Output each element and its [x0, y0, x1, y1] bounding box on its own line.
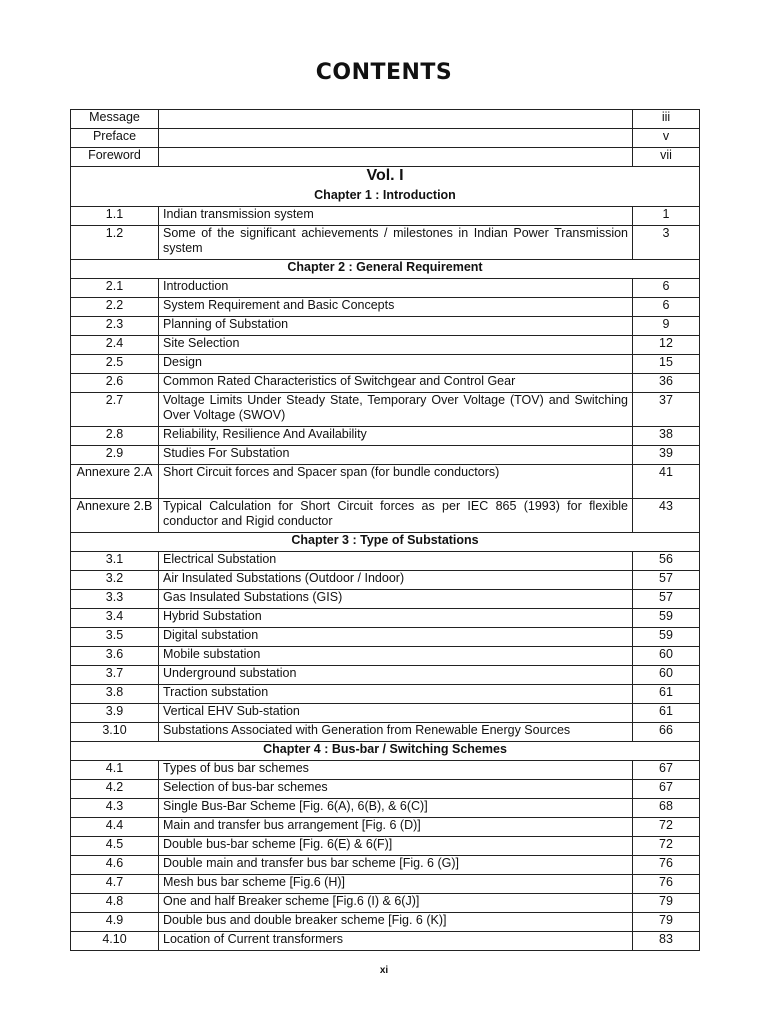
section-title: Introduction — [159, 279, 633, 298]
section-title: Traction substation — [159, 685, 633, 704]
section-title: Gas Insulated Substations (GIS) — [159, 590, 633, 609]
section-number: 4.6 — [71, 856, 159, 875]
page-ref: 59 — [633, 628, 700, 647]
page-ref: 67 — [633, 761, 700, 780]
section-number: 3.8 — [71, 685, 159, 704]
section-number: 4.4 — [71, 818, 159, 837]
page-ref: 56 — [633, 552, 700, 571]
toc-row — [71, 499, 700, 533]
toc-row — [71, 837, 700, 856]
section-title: Air Insulated Substations (Outdoor / Indoor) — [159, 571, 633, 590]
contents-table — [70, 109, 700, 951]
section-number: Annexure 2.B — [71, 499, 159, 533]
page-ref: 60 — [633, 666, 700, 685]
page-ref: 36 — [633, 374, 700, 393]
page-ref: 12 — [633, 336, 700, 355]
section-number: 4.7 — [71, 875, 159, 894]
page-ref: 72 — [633, 818, 700, 837]
toc-row — [71, 685, 700, 704]
section-number: 4.5 — [71, 837, 159, 856]
toc-row — [71, 780, 700, 799]
section-number: 2.4 — [71, 336, 159, 355]
page-title: CONTENTS — [315, 60, 453, 85]
section-number: 4.8 — [71, 894, 159, 913]
section-title: Main and transfer bus arrangement [Fig. 6 (D)] — [159, 818, 633, 837]
toc-row — [71, 818, 700, 837]
section-number: 2.1 — [71, 279, 159, 298]
section-number: 1.1 — [71, 207, 159, 226]
section-number: 4.10 — [71, 932, 159, 951]
chapter-heading: Chapter 2 : General Requirement — [71, 260, 700, 279]
section-number: 2.7 — [71, 393, 159, 427]
section-number: 3.10 — [71, 723, 159, 742]
chapter-heading-row — [71, 260, 700, 279]
toc-row — [71, 317, 700, 336]
section-number: 3.6 — [71, 647, 159, 666]
toc-row — [71, 932, 700, 951]
section-title: Typical Calculation for Short Circuit forces as per IEC 865 (1993) for flexible conductor and Rigid conductor — [159, 499, 633, 533]
toc-row — [71, 799, 700, 818]
page-ref: 79 — [633, 913, 700, 932]
page-ref: 37 — [633, 393, 700, 427]
section-title: Mobile substation — [159, 647, 633, 666]
toc-row — [71, 552, 700, 571]
section-title: Hybrid Substation — [159, 609, 633, 628]
page-ref: iii — [633, 110, 700, 129]
page-ref: v — [633, 129, 700, 148]
toc-row — [71, 374, 700, 393]
empty-cell — [159, 129, 633, 148]
toc-row — [71, 723, 700, 742]
toc-row — [71, 571, 700, 590]
section-number: 2.3 — [71, 317, 159, 336]
toc-row — [71, 336, 700, 355]
section-number: 2.8 — [71, 427, 159, 446]
page-ref: 76 — [633, 856, 700, 875]
section-title: Types of bus bar schemes — [159, 761, 633, 780]
section-number: 2.2 — [71, 298, 159, 317]
toc-row — [71, 590, 700, 609]
section-number: 3.2 — [71, 571, 159, 590]
page-ref: 83 — [633, 932, 700, 951]
toc-row — [71, 875, 700, 894]
section-title: Reliability, Resilience And Availability — [159, 427, 633, 446]
section-title: Double bus-bar scheme [Fig. 6(E) & 6(F)] — [159, 837, 633, 856]
section-title: Mesh bus bar scheme [Fig.6 (H)] — [159, 875, 633, 894]
page-number: xi — [379, 965, 389, 976]
section-title: Double bus and double breaker scheme [Fig. 6 (K)] — [159, 913, 633, 932]
section-title: Indian transmission system — [159, 207, 633, 226]
toc-row — [71, 894, 700, 913]
page-ref: 1 — [633, 207, 700, 226]
page-ref: 68 — [633, 799, 700, 818]
page-ref: 6 — [633, 298, 700, 317]
page-ref: vii — [633, 148, 700, 167]
chapter-heading-row — [71, 533, 700, 552]
toc-row — [71, 761, 700, 780]
section-number: 2.5 — [71, 355, 159, 374]
section-number: 3.7 — [71, 666, 159, 685]
section-number: 1.2 — [71, 226, 159, 260]
toc-row — [71, 647, 700, 666]
section-title: Double main and transfer bus bar scheme [Fig. 6 (G)] — [159, 856, 633, 875]
chapter-heading: Chapter 3 : Type of Substations — [71, 533, 700, 552]
section-title: Substations Associated with Generation from Renewable Energy Sources — [159, 723, 633, 742]
page-ref: 59 — [633, 609, 700, 628]
page-ref: 76 — [633, 875, 700, 894]
page-ref: 39 — [633, 446, 700, 465]
front-matter-row — [71, 110, 700, 129]
section-title: One and half Breaker scheme [Fig.6 (I) & 6(J)] — [159, 894, 633, 913]
section-number: 2.6 — [71, 374, 159, 393]
empty-cell — [159, 110, 633, 129]
toc-row — [71, 666, 700, 685]
page-ref: 9 — [633, 317, 700, 336]
section-title: Design — [159, 355, 633, 374]
section-title: Selection of bus-bar schemes — [159, 780, 633, 799]
section-number: 3.1 — [71, 552, 159, 571]
section-title: Studies For Substation — [159, 446, 633, 465]
section-number: 2.9 — [71, 446, 159, 465]
section-number: 4.2 — [71, 780, 159, 799]
toc-row — [71, 628, 700, 647]
page-ref: 60 — [633, 647, 700, 666]
chapter-heading-row — [71, 742, 700, 761]
toc-row — [71, 704, 700, 723]
toc-row — [71, 355, 700, 374]
front-matter-label: Message — [71, 110, 159, 129]
toc-row — [71, 207, 700, 226]
section-title: System Requirement and Basic Concepts — [159, 298, 633, 317]
chapter-heading: Chapter 1 : Introduction — [71, 188, 700, 207]
chapter-heading-row — [71, 188, 700, 207]
page-ref: 79 — [633, 894, 700, 913]
page-ref: 15 — [633, 355, 700, 374]
section-title: Digital substation — [159, 628, 633, 647]
front-matter-label: Preface — [71, 129, 159, 148]
section-title: Underground substation — [159, 666, 633, 685]
page-ref: 6 — [633, 279, 700, 298]
volume-heading: Vol. I — [71, 167, 700, 189]
section-title: Site Selection — [159, 336, 633, 355]
front-matter-row — [71, 148, 700, 167]
section-title: Vertical EHV Sub-station — [159, 704, 633, 723]
chapter-heading: Chapter 4 : Bus-bar / Switching Schemes — [71, 742, 700, 761]
page-ref: 57 — [633, 590, 700, 609]
front-matter-row — [71, 129, 700, 148]
section-title: Voltage Limits Under Steady State, Temporary Over Voltage (TOV) and Switching Over Voltage (SWOV) — [159, 393, 633, 427]
page-ref: 41 — [633, 465, 700, 499]
toc-row — [71, 856, 700, 875]
page-ref: 61 — [633, 704, 700, 723]
toc-row — [71, 913, 700, 932]
toc-row — [71, 427, 700, 446]
page-ref: 67 — [633, 780, 700, 799]
section-number: 3.3 — [71, 590, 159, 609]
page-ref: 57 — [633, 571, 700, 590]
toc-row — [71, 298, 700, 317]
toc-row — [71, 279, 700, 298]
section-title: Electrical Substation — [159, 552, 633, 571]
toc-row — [71, 446, 700, 465]
section-number: 3.5 — [71, 628, 159, 647]
section-number: 4.3 — [71, 799, 159, 818]
toc-row — [71, 465, 700, 499]
page-ref: 72 — [633, 837, 700, 856]
section-number: Annexure 2.A — [71, 465, 159, 499]
empty-cell — [159, 148, 633, 167]
toc-row — [71, 226, 700, 260]
section-number: 4.9 — [71, 913, 159, 932]
page-ref: 61 — [633, 685, 700, 704]
front-matter-label: Foreword — [71, 148, 159, 167]
page-ref: 38 — [633, 427, 700, 446]
volume-row — [71, 167, 700, 189]
section-title: Planning of Substation — [159, 317, 633, 336]
toc-row — [71, 393, 700, 427]
section-number: 4.1 — [71, 761, 159, 780]
section-title: Single Bus-Bar Scheme [Fig. 6(A), 6(B), & 6(C)] — [159, 799, 633, 818]
section-title: Common Rated Characteristics of Switchgear and Control Gear — [159, 374, 633, 393]
section-title: Location of Current transformers — [159, 932, 633, 951]
section-title: Short Circuit forces and Spacer span (for bundle conductors) — [159, 465, 633, 499]
page-ref: 3 — [633, 226, 700, 260]
toc-row — [71, 609, 700, 628]
section-title: Some of the significant achievements / milestones in Indian Power Transmission system — [159, 226, 633, 260]
page-ref: 66 — [633, 723, 700, 742]
page-ref: 43 — [633, 499, 700, 533]
section-number: 3.9 — [71, 704, 159, 723]
section-number: 3.4 — [71, 609, 159, 628]
